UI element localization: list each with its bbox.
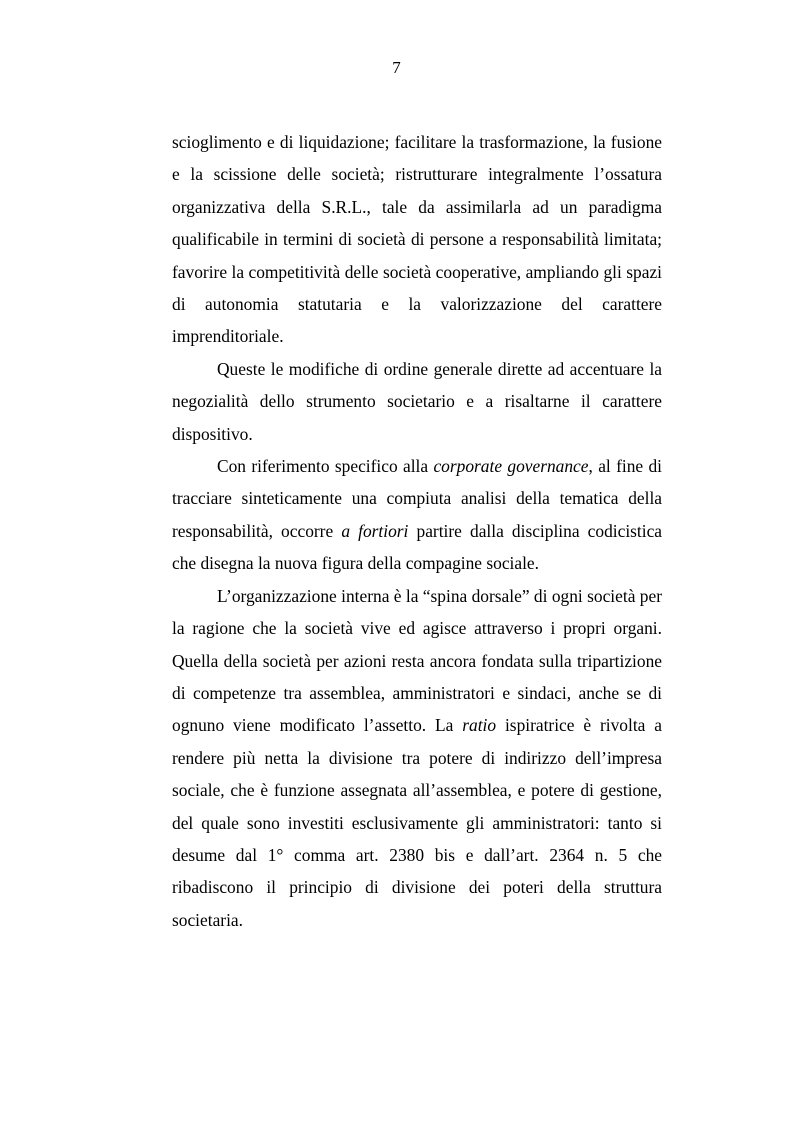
paragraph-1-text: scioglimento e di liquidazione; facilitare la trasformazione, la fusione e la scissione delle società; ristrutturare integralmente l’ossatura organizzativa della S.R.L., tale da assimilarla ad un paradigma qualificabile in termini di società di persone a responsabilità limitata; favorire la competitività delle società cooperative, ampliando gli spazi di autonomia statutaria e la valorizzazione del carattere imprenditoriale. — [172, 132, 662, 347]
italic-term-ratio: ratio — [462, 715, 497, 736]
paragraph-3-text-a: Con riferimento specifico alla — [217, 456, 434, 477]
paragraph-4 — [172, 580, 662, 936]
page-number: 7 — [392, 58, 401, 77]
italic-term-a-fortiori: a fortiori — [341, 520, 409, 541]
paragraph-3-text-b: , al fine di tracciare sinteticamente una compiuta analisi della tematica della responsabilità, occorre — [172, 456, 662, 541]
document-body — [172, 126, 662, 936]
paragraph-1 — [172, 126, 662, 353]
italic-term-corporate-governance: corporate governance — [433, 456, 589, 477]
paragraph-4-text-a: L’organizzazione interna è la “spina dorsale” di ogni società per la ragione che la società vive ed agisce attraverso i propri organi. Quella della società per azioni resta ancora fondata sulla tripartizione di competenze tra assemblea, amministratori e sindaci, anche se di ognuno viene modificato l’assetto. La — [172, 585, 662, 736]
paragraph-3 — [172, 450, 662, 580]
paragraph-3-text-c: partire dalla disciplina codicistica che disegna la nuova figura della compagine sociale. — [172, 520, 663, 574]
paragraph-2-text: Queste le modifiche di ordine generale dirette ad accentuare la negozialità dello strumento societario e a risaltarne il carattere dispositivo. — [172, 358, 662, 444]
paragraph-2 — [172, 353, 662, 450]
paragraph-4-text-b: ispiratrice è rivolta a rendere più netta la divisione tra potere di indirizzo dell’impresa sociale, che è funzione assegnata all’assemblea, e potere di gestione, del quale sono investiti esclusivamente gli amministratori: tanto si desume dal 1° comma art. 2380 bis e dall’art. 2364 n. 5 che ribadiscono il principio di divisione dei poteri della struttura societaria. — [172, 715, 662, 930]
